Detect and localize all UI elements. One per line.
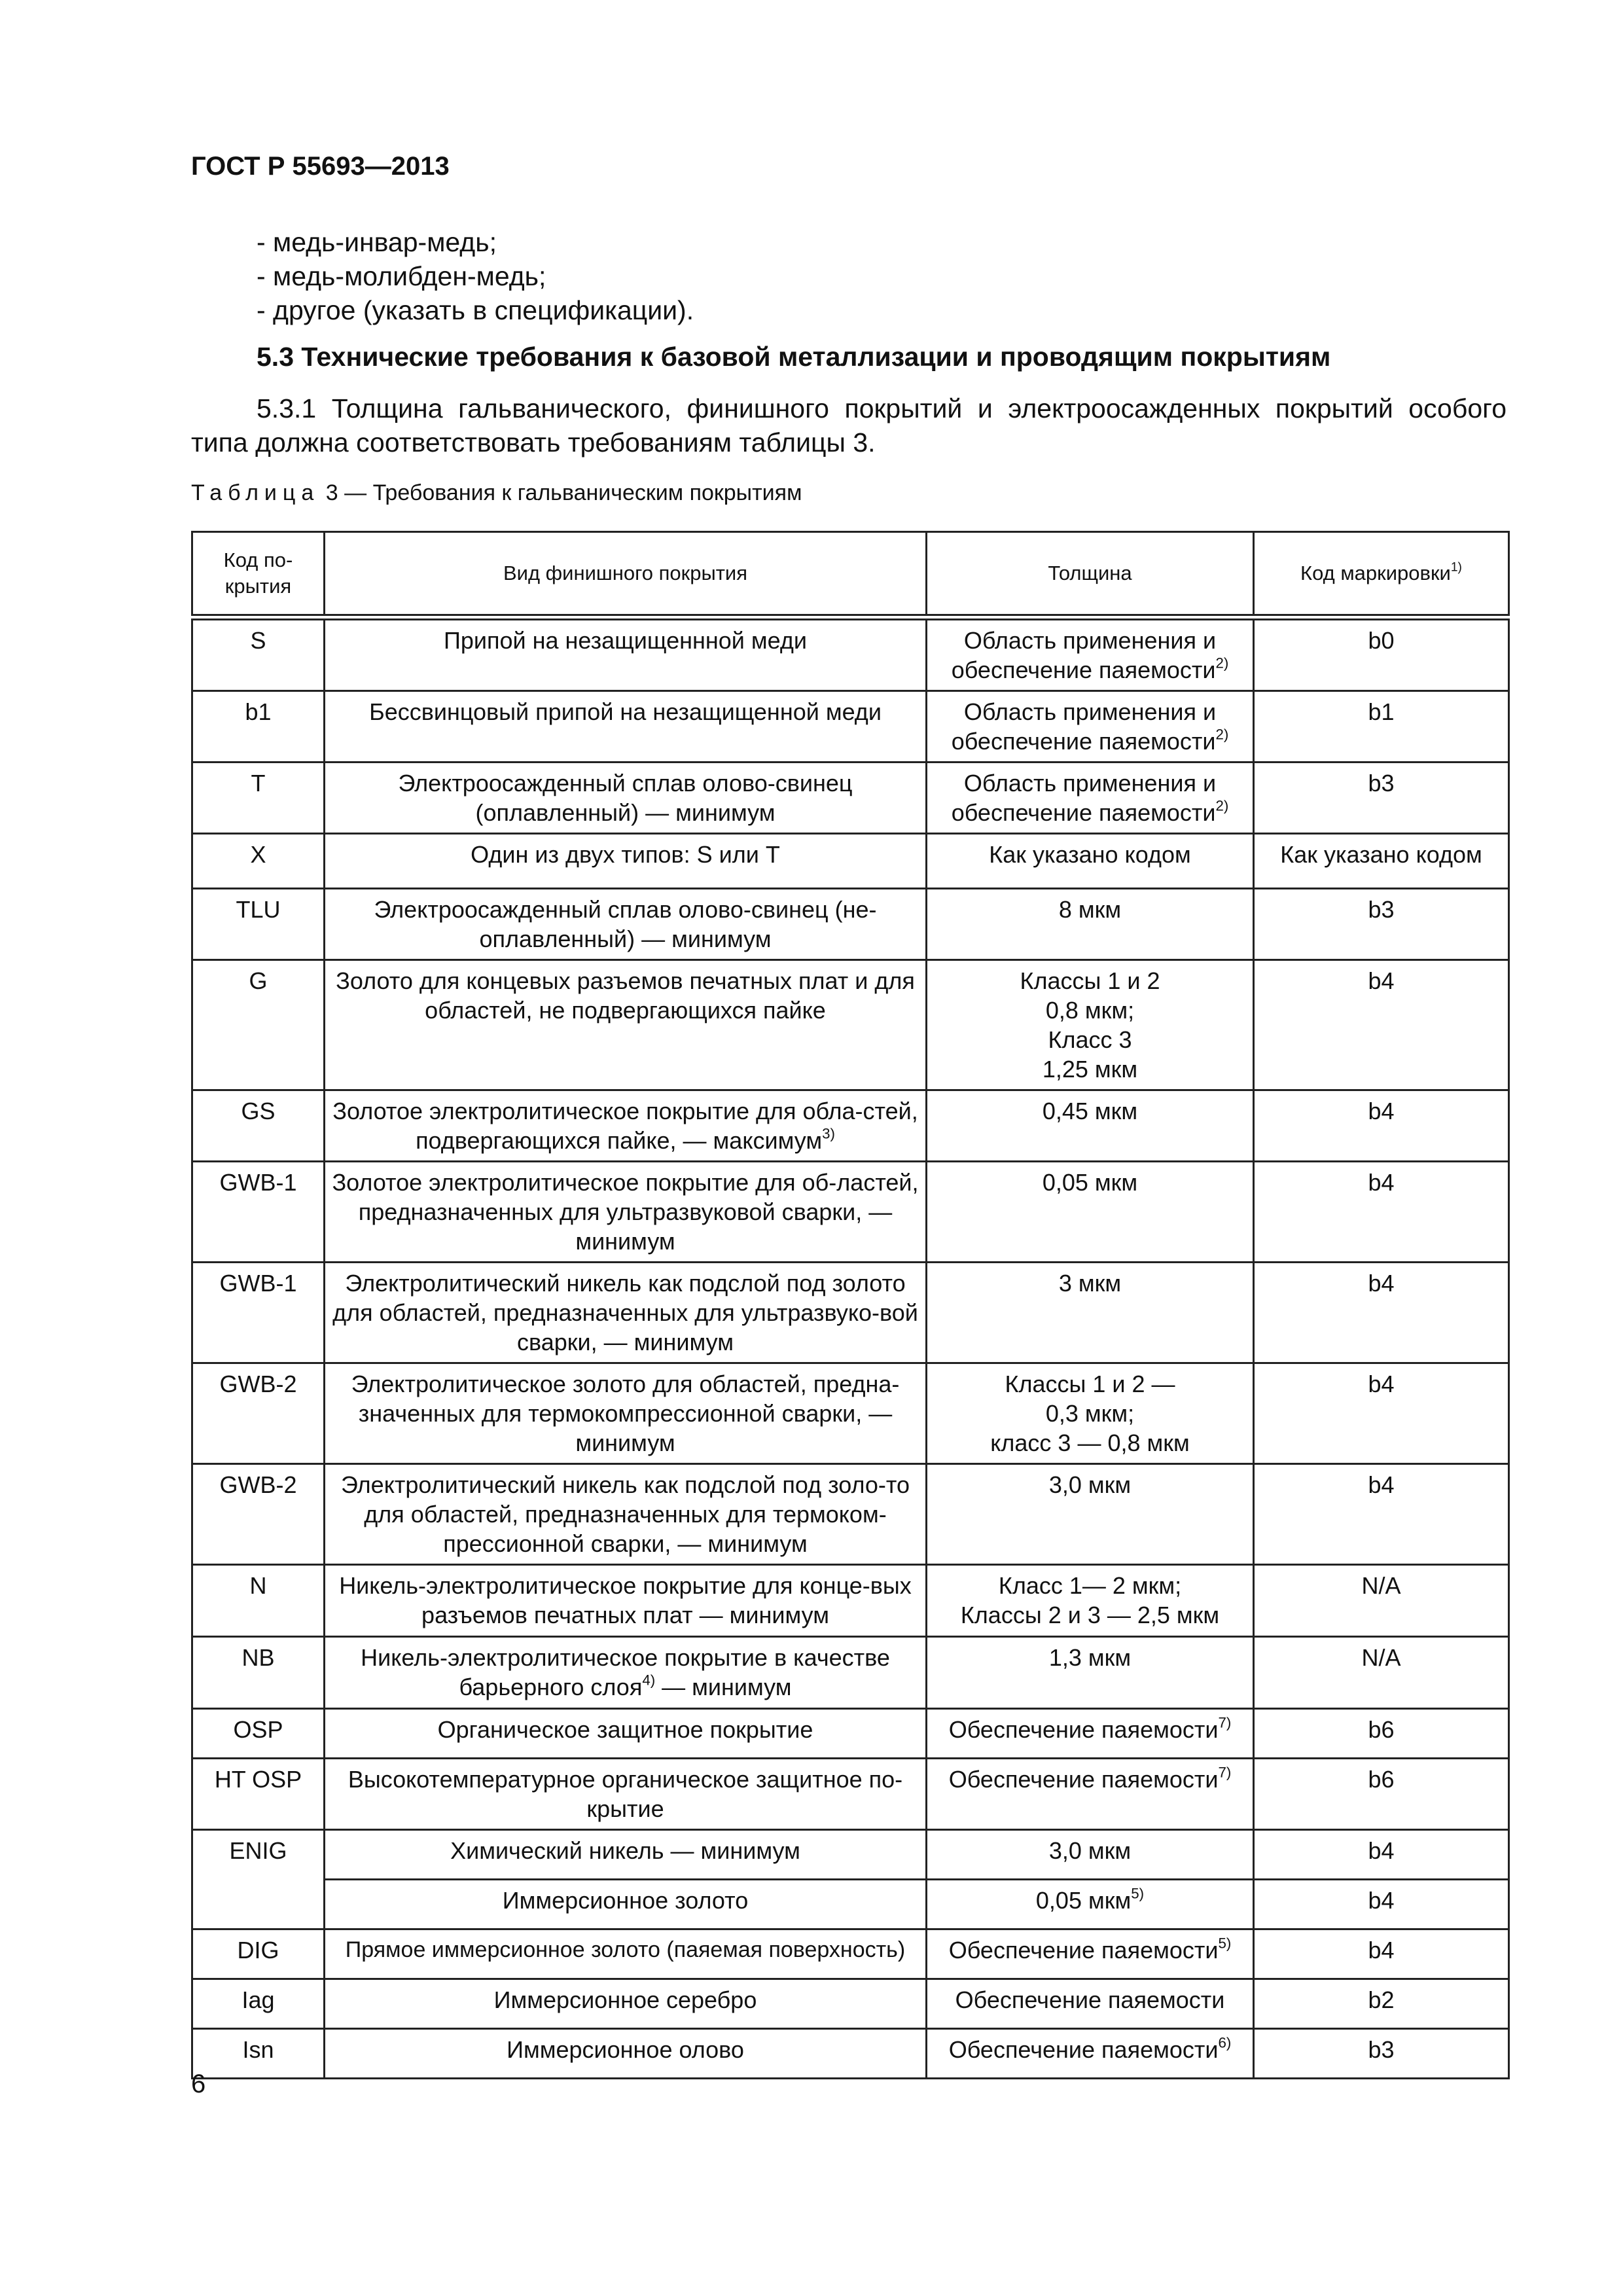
cell-marking: b3 [1254,2029,1509,2079]
cell-code: DIG [192,1929,325,1979]
table-row [192,1759,1509,1830]
cell-marking: b6 [1254,1759,1509,1830]
cell-type: Электролитический никель как подслой под золо-то для областей, предназначенных для термоком-прессионной сварки, — минимум [325,1464,927,1565]
cell-thickness: 3 мкм [927,1263,1254,1363]
material-list [257,225,694,327]
cell-thickness: Обеспечение паяемости$^{7)}$ [927,1759,1254,1830]
cell-code: GWB-2 [192,1464,325,1565]
cell-thickness: 8 мкм [927,889,1254,960]
table-row [192,889,1509,960]
document-header: ГОСТ Р 55693—2013 [191,152,450,181]
cell-code: ENIG [192,1830,325,1929]
cell-type: Иммерсионное золото [325,1880,927,1929]
cell-thickness: Класс 1— 2 мкм; Классы 2 и 3 — 2,5 мкм [927,1565,1254,1637]
cell-type: Никель-электролитическое покрытие для конце-вых разъемов печатных плат — минимум [325,1565,927,1637]
cell-type: Электроосажденный сплав олово-свинец (оплавленный) — минимум [325,762,927,834]
cell-type: Органическое защитное покрытие [325,1709,927,1759]
cell-code: NB [192,1637,325,1709]
table-caption-label: Таблица [191,480,320,505]
table-body [192,617,1509,2079]
cell-code: Iag [192,1979,325,2029]
cell-thickness: Как указано кодом [927,834,1254,889]
list-item: - медь-молибден-медь; [257,261,546,291]
cell-type: Бессвинцовый припой на незащищенной меди [325,691,927,762]
table-row [192,834,1509,889]
cell-thickness: Обеспечение паяемости$^{7)}$ [927,1709,1254,1759]
cell-code: b1 [192,691,325,762]
list-item: - другое (указать в спецификации). [257,295,694,325]
cell-thickness: 0,05 мкм$^{5)}$ [927,1880,1254,1929]
table-row [192,1090,1509,1162]
cell-code: N [192,1565,325,1637]
cell-marking: b4 [1254,1363,1509,1464]
cell-code: GWB-1 [192,1162,325,1263]
cell-marking: b6 [1254,1709,1509,1759]
cell-thickness: Классы 1 и 2 0,8 мкм; Класс 3 1,25 мкм [927,960,1254,1090]
cell-type: Электролитическое золото для областей, предна-значенных для термокомпрессионной сварки, — минимум [325,1363,927,1464]
coatings-table [191,531,1510,2079]
header-type: Вид финишного покрытия [325,532,927,618]
table-row [192,960,1509,1090]
cell-code: G [192,960,325,1090]
table-row [192,762,1509,834]
cell-marking: b4 [1254,1880,1509,1929]
cell-code: GWB-2 [192,1363,325,1464]
cell-thickness: Классы 1 и 2 — 0,3 мкм; класс 3 — 0,8 мкм [927,1363,1254,1464]
table-caption [191,480,802,506]
table-row [192,1929,1509,1979]
cell-thickness: 3,0 мкм [927,1464,1254,1565]
cell-marking: b3 [1254,889,1509,960]
table-row [192,1263,1509,1363]
cell-type: Один из двух типов: S или T [325,834,927,889]
header-marking: Код маркировки$^{1)}$ [1254,532,1509,618]
table-row [192,1830,1509,1880]
cell-code: Isn [192,2029,325,2079]
cell-code: GWB-1 [192,1263,325,1363]
table-row [192,1880,1509,1929]
cell-thickness: Обеспечение паяемости [927,1979,1254,2029]
body-paragraph: 5.3.1 Толщина гальванического, финишного покрытий и электроосажденных покрытий особого типа должна соответствовать требованиям таблицы 3. [191,393,1507,457]
cell-marking: b4 [1254,1162,1509,1263]
cell-thickness: 1,3 мкм [927,1637,1254,1709]
cell-marking: b4 [1254,1830,1509,1880]
cell-type: Иммерсионное серебро [325,1979,927,2029]
cell-marking: b4 [1254,1090,1509,1162]
cell-code: T [192,762,325,834]
page-number: 6 [191,2070,206,2098]
cell-thickness: 0,45 мкм [927,1090,1254,1162]
header-code: Код по-крытия [192,532,325,618]
cell-marking: b4 [1254,1464,1509,1565]
cell-code: X [192,834,325,889]
table-row [192,1637,1509,1709]
cell-type: Золотое электролитическое покрытие для об-ластей, предназначенных для ультразвуковой сварки, — минимум [325,1162,927,1263]
cell-code: S [192,617,325,691]
table-row [192,1464,1509,1565]
cell-marking: N/A [1254,1565,1509,1637]
table-row [192,1565,1509,1637]
cell-type: Золотое электролитическое покрытие для обла-стей, подвергающихся пайке, — максимум$^{3)}$ [325,1090,927,1162]
cell-marking: b1 [1254,691,1509,762]
cell-code: HT OSP [192,1759,325,1830]
cell-type: Химический никель — минимум [325,1830,927,1880]
cell-thickness: Область применения и обеспечение паяемости$^{2)}$ [927,617,1254,691]
cell-thickness: 0,05 мкм [927,1162,1254,1263]
table-header [192,532,1509,618]
cell-marking: b4 [1254,960,1509,1090]
cell-thickness: Область применения и обеспечение паяемости$^{2)}$ [927,691,1254,762]
table-row [192,1709,1509,1759]
cell-type: Золото для концевых разъемов печатных плат и для областей, не подвергающихся пайке [325,960,927,1090]
cell-thickness: Обеспечение паяемости$^{5)}$ [927,1929,1254,1979]
cell-thickness: Обеспечение паяемости$^{6)}$ [927,2029,1254,2079]
cell-type: Иммерсионное олово [325,2029,927,2079]
table-caption-text: 3 — Требования к гальваническим покрытиям [325,480,802,505]
cell-type: Электроосажденный сплав олово-свинец (не-оплавленный) — минимум [325,889,927,960]
cell-thickness: 3,0 мкм [927,1830,1254,1880]
cell-marking: Как указано кодом [1254,834,1509,889]
cell-code: GS [192,1090,325,1162]
cell-type: Припой на незащищенннoй меди [325,617,927,691]
table-row [192,617,1509,691]
table-row [192,691,1509,762]
header-thickness: Толщина [927,532,1254,618]
table-row [192,2029,1509,2079]
cell-type: Никель-электролитическое покрытие в качестве барьерного слоя$^{4)}$ — минимум [325,1637,927,1709]
cell-marking: b4 [1254,1929,1509,1979]
table-row [192,1162,1509,1263]
table-row [192,1363,1509,1464]
cell-marking: b4 [1254,1263,1509,1363]
list-item: - медь-инвар-медь; [257,227,497,257]
cell-marking: b0 [1254,617,1509,691]
section-heading: 5.3 Технические требования к базовой металлизации и проводящим покрытиям [257,342,1331,372]
cell-type: Высокотемпературное органическое защитное по-крытие [325,1759,927,1830]
cell-type: Электролитический никель как подслой под золото для областей, предназначенных для ультразвуко-вой сварки, — минимум [325,1263,927,1363]
cell-marking: b3 [1254,762,1509,834]
cell-marking: b2 [1254,1979,1509,2029]
cell-type: Прямое иммерсионное золото (паяемая поверхность) [325,1929,927,1979]
cell-code: OSP [192,1709,325,1759]
cell-marking: N/A [1254,1637,1509,1709]
cell-code: TLU [192,889,325,960]
table-row [192,1979,1509,2029]
cell-thickness: Область применения и обеспечение паяемости$^{2)}$ [927,762,1254,834]
